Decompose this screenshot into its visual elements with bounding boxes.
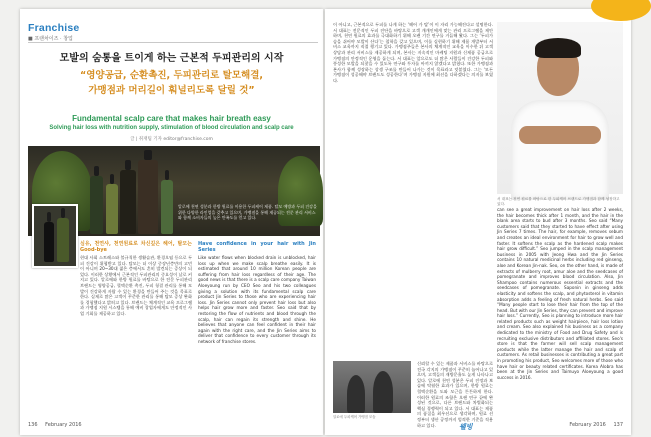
page-number: 136 — [28, 422, 38, 428]
product-bottle — [138, 160, 158, 234]
page-footer — [28, 422, 82, 428]
portrait-arms — [519, 126, 601, 144]
corner-decoration — [591, 0, 651, 21]
person-silhouette — [373, 371, 393, 413]
issue-date: February 2016 — [569, 422, 606, 428]
korean-title: 모발의 숨통을 트이게 하는 근본적 두피관리의 시작 — [59, 53, 284, 64]
header-rule — [28, 42, 318, 43]
korean-highlight-line-2: 가맹점과 머리길이 훠널리도록 달릴 것” — [88, 85, 255, 96]
english-title: Fundamental scalp care that makes hair breath easy — [72, 114, 271, 123]
product-bottle — [120, 170, 136, 234]
portrait-shirt — [511, 100, 609, 200]
left-page — [20, 9, 323, 435]
magazine-logo: 웰빙 — [459, 422, 473, 431]
photo-caption: 알로에 천연 성분과 한방 원료를 이용한 두피케어 제품. 탈모 예방과 두피 건강을 위한 다양한 라인업을 갖추고 있으며, 가맹점을 통해 제공되는 전문 관리 서비스와 함께 소비자들의 높은 만족도를 얻고 있다. — [178, 204, 317, 220]
column-text: can see a great improvement on hair loss after 2 weeks, the hair becomes thick after 1 month, and the hair in the blank area starts to bud after 3 months. Seo said “Many customers said that they started to have effect after using Jin Series 7 times. The hair, for example, removes sebum and creates an ideal environment for hair to grow well and faster. It softens the scalp as the hardened scalp makes hair grow difficult.” Seo jumped in the scalp management business in 2005 with Jeong Hwa and the Jin Series contains 10 natural medicinal herbs including red ginseng, aloe and Korean Jin-nak. Seo, on the other hand, is made of extracts of mulberry root, amur aloe and the seedcases of pomegranate and improves blood circulation. Also, Jin Shampoo contains numerous essential extracts and the seedcases of pomegranate. Saponin in ginseng adds elasticity and softens the scalp, and phytosterol in vitamin absorption adds a feeling of fresh natural herbs. Seo said “Many people start to lose their hair from the top of the head. But with our Jin Series, they can prevent and improve hair loss.” Currently, Seo is planning to introduce more hair related products such as weight hairpiece, hair loss lotion and cream. Seo also explained his business as a company dedicated to the ministry of Food and Drug Safety and is recruiting exclusive distributors and affiliated stores. Seo's store is that the farmer will sell scalp management products while the latter manage the hair and scalp of customers. As retail businesses is contributing a great part in promoting his product, Seo welcomes more of those who have hair or beauty related certificates. Korea Alobra has been at the Jin Series and Taimuyo Aloeyoung a good success in 2016. — [497, 207, 623, 380]
portrait-caption: 서 대표는 천연 원료를 바탕으로 한 두피케어 브랜드로 가맹점과 함께 성장하고 있다. — [497, 197, 620, 206]
portrait-hair — [535, 38, 581, 58]
issue-date: February 2016 — [45, 422, 82, 428]
column-text: 신뢰할 수 있는 제품과 서비스를 바탕으로 전국 각지의 가맹점이 꾸준히 늘어나고 있으며, 고객들의 재방문율도 높게 나타나고 있다. 알로에 천연 성분은 두피 진정과 보습에 탁월한 효과가 있으며, 한방 원료는 혈액순환을 도와 모근을 튼튼하게 한다. 이러한 원료의 조합은 오랜 연구 끝에 완성된 것으로, 다른 브랜드와 차별화되는 핵심 경쟁력이 되고 있다. 서 대표는 제품의 품질을 최우선으로 생각하며, 원료 선정부터 생산 공정까지 엄격한 기준을 적용하고 있다. — [417, 361, 493, 428]
section-label: Franchise — [28, 22, 80, 34]
product-bottle — [57, 218, 69, 262]
ceo-portrait — [497, 22, 623, 194]
page-footer — [569, 422, 623, 428]
korean-body-column — [333, 22, 493, 352]
english-body-column — [198, 241, 316, 416]
korean-body-column — [80, 241, 192, 416]
person-silhouette — [347, 375, 365, 413]
store-photo-caption: 알로에 두피케어 가맹점 모습 — [333, 415, 376, 419]
column-heading: 심유, 천연샤, 천연원료로 차신깊은 헤어, 탈모는 Good-bye — [80, 241, 192, 253]
page-number: 137 — [613, 422, 623, 428]
column-text: Like water flows when blocked drain is unblocked, hair loss up when we make scalp breathe easily. It is estimated that around 10 million Korean people are suffering from hair loss regardless of their age. The good news is that there is a scalp care company Taiwan Aloeyoung run by CEO Seo and his two colleagues giving a solution with its fundamental scalp care product Jin Series to those who are experiencing hair loss. Jin Series cannot only prevent hair loss but also helps hair grow more and faster. Seo said that by restoring the flow of nutrients and blood through the scalp, hair can regain its strength and shine. He believes that anyone can feel confident in their hair again with the right care, and the Jin Series aims to deliver that confidence to every customer through its network of franchise stores. — [198, 255, 316, 344]
product-bottle — [90, 176, 103, 234]
product-bottle — [106, 184, 118, 234]
korean-highlight-line-1: “영양공급, 순환촉진, 두피관리로 탈모해결, — [79, 70, 263, 81]
right-page — [325, 9, 631, 435]
column-heading: Have confidence in your hair with Jin Series — [198, 241, 316, 253]
english-subtitle: Solving hair loss with nutrition supply, stimulation of blood circulation and scalp care — [49, 125, 294, 131]
product-bottle — [161, 180, 173, 234]
section-sublabel: ■ 프랜차이즈 · 창업 — [28, 36, 73, 42]
store-photo — [333, 361, 411, 413]
column-text: 이 아니고, 근본적으로 두피를 나게 하는 ‘헤어 가 탈’이 이 자리 가능해진다고 설명한다. 서 대표는 전문적인 두피 진단을 바탕으로 고객 개개인에게 맞는 관리 프로그램을 제안하며, 천연 원료의 효과를 극대화하기 위해 오랜 기간 연구를 거듭해 왔다. 그는 ‘두피가 숨을 쉬어야 모발이 산다’는 철학을 갖고 있으며, 이를 실현하기 위해 제품 개발부터 서비스 교육까지 직접 챙기고 있다. 가맹점주들은 본사의 체계적인 교육을 이수한 뒤 고객 상담과 관리 서비스를 제공하게 되며, 본사는 지속적인 마케팅 지원과 신제품 공급으로 가맹점의 안정적인 운영을 돕는다. 서 대표는 앞으로도 더 많은 사람들이 건강한 두피와 풍성한 모발을 되찾을 수 있도록 연구와 투자를 아끼지 않겠다고 밝혔다. 또한 가맹점과 본사가 함께 성장하는 상생 구조를 만들어 나가는 것이 목표라고 덧붙였다. 그는 ‘모든 가맹점이 성공해야 브랜드도 성공한다’며 가맹점 지원에 최선을 다하겠다는 의지를 보였다. — [333, 22, 493, 83]
column-text: 현대 사회 스트레스와 불규칙한 생활습관, 환경오염 등으로 두피 건강이 위협받고 있다. 탈모는 더 이상 중장년층만의 고민이 아니며 20~30대 젊은 층에서도 흔히 발견되는 증상이 되었다. 이러한 상황에서 근본적인 두피관리의 중요성이 날로 커지고 있다. 알로에와 한방 원료를 바탕으로 한 전문 두피관리 브랜드는 영양공급, 혈액순환 촉진, 두피 청결 관리를 통해 모발이 건강하게 자랄 수 있는 환경을 만들어 주는 것을 목표로 한다. 실제로 많은 고객이 꾸준한 관리를 통해 탈모 증상 완화를 경험했다고 밝히고 있다. 브랜드는 체계적인 교육 프로그램과 가맹점 지원 시스템을 통해 예비 창업자에게도 안정적인 사업 기회를 제공하고 있다. — [80, 255, 192, 316]
byline: 글 | 취재팀 기자 editor@franchise.com — [130, 137, 213, 142]
product-inset-photo — [32, 204, 78, 268]
product-bottle — [44, 222, 54, 262]
english-body-column — [497, 207, 623, 417]
